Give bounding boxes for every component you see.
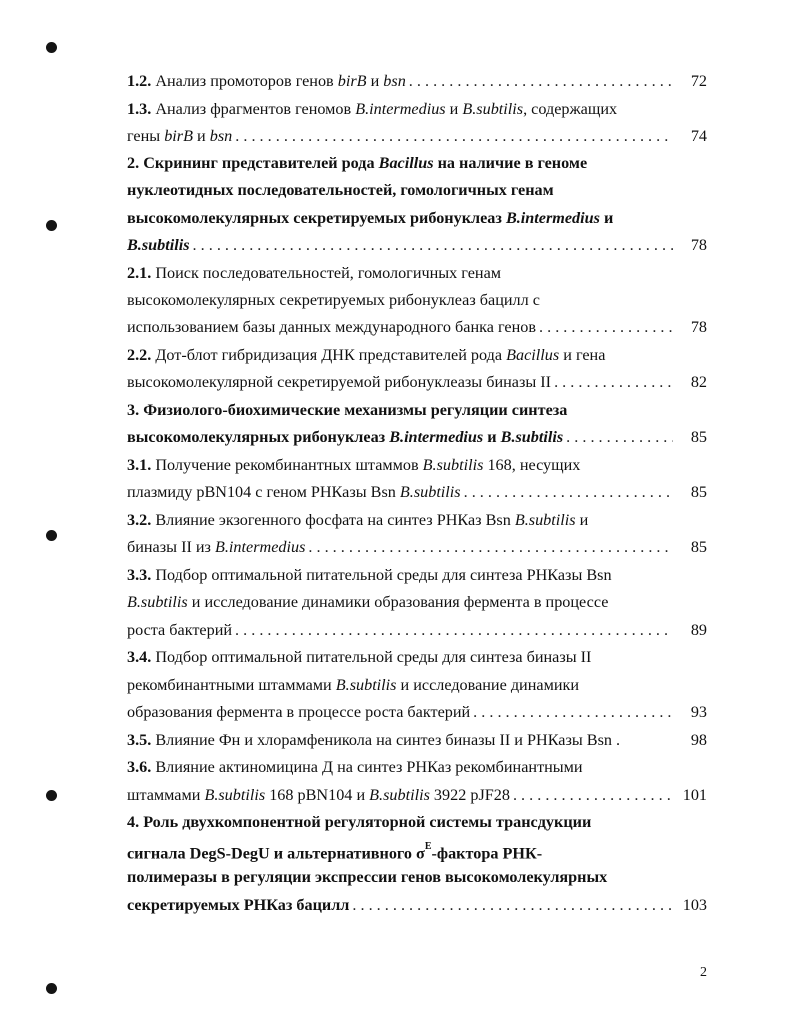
page-number: 2 <box>700 965 707 980</box>
page-ref: 72 <box>690 72 707 90</box>
toc-section-2-l3: высокомолекулярных секретируемых рибонуклеаз B.intermedius и <box>127 209 614 227</box>
page-ref: 78 <box>690 318 707 336</box>
toc-entry-3-5[interactable]: 3.5. Влияние Фн и хлорамфеникола на синтез биназы II и РНКазы Bsn . 98 <box>127 727 707 753</box>
page-ref: 74 <box>690 127 707 145</box>
dot-leader <box>193 232 673 258</box>
dot-leader <box>464 479 673 505</box>
binder-hole <box>46 42 57 53</box>
dot-leader <box>566 424 673 450</box>
toc-entry-3-2[interactable]: 3.2. Влияние экзогенного фосфата на синтез РНКаз Bsn B.subtilis и <box>127 511 589 529</box>
toc-section-3-l2[interactable]: высокомолекулярных рибонуклеаз B.intermedius и B.subtilis . . . 85 <box>127 424 707 450</box>
toc-entry-3-3-l2: B.subtilis и исследование динамики образования фермента в процессе <box>127 593 609 611</box>
toc-section-2[interactable]: 2. Скрининг представителей рода Bacillus на наличие в геноме <box>127 154 588 172</box>
binder-hole <box>46 790 57 801</box>
toc-entry-2-2[interactable]: 2.2. Дот-блот гибридизация ДНК представителей рода Bacillus и гена <box>127 346 606 364</box>
toc-section-2-l4[interactable]: B.subtilis . . . 78 <box>127 232 707 258</box>
toc-entry-3-2-l2[interactable]: биназы II из B.intermedius . . . 85 <box>127 534 707 560</box>
toc-section-4[interactable]: 4. Роль двухкомпонентной регуляторной системы трансдукции <box>127 813 592 831</box>
page-ref: 101 <box>682 786 707 804</box>
toc-section-3[interactable]: 3. Физиолого-биохимические механизмы регуляции синтеза <box>127 401 568 419</box>
toc-entry-3-4-l2: рекомбинантными штаммами B.subtilis и исследование динамики <box>127 676 580 694</box>
page-ref: 85 <box>690 538 707 556</box>
toc-section-2-l2: нуклеотидных последовательностей, гомологичных генам <box>127 181 554 199</box>
toc-section-4-l3: полимеразы в регуляции экспрессии генов высокомолекулярных <box>127 868 608 886</box>
toc-section-4-l2: сигнала DegS-DegU и альтернативного $\sigma^E$-фактора РНК- <box>127 841 543 863</box>
toc-entry-2-1-l2: высокомолекулярных секретируемых рибонуклеаз бацилл с <box>127 291 540 309</box>
toc-entry-1-3-cont[interactable]: гены birB и bsn . . . 74 <box>127 123 707 149</box>
toc-entry-3-1[interactable]: 3.1. Получение рекомбинантных штаммов B.subtilis 168, несущих <box>127 456 581 474</box>
toc-entry-3-6[interactable]: 3.6. Влияние актиномицина Д на синтез РНКаз рекомбинантными <box>127 758 583 776</box>
dot-leader <box>554 369 673 395</box>
dot-leader <box>352 892 673 918</box>
toc-entry-2-1-l3[interactable]: использованием базы данных международного банка генов . . . 78 <box>127 314 707 340</box>
toc-entry-3-1-l2[interactable]: плазмиду pBN104 с геном РНКазы Bsn B.subtilis . . . 85 <box>127 479 707 505</box>
toc-entry-3-4[interactable]: 3.4. Подбор оптимальной питательной среды для синтеза биназы II <box>127 648 592 666</box>
toc-entry-3-6-l2[interactable]: штаммами B.subtilis 168 pBN104 и B.subtilis 3922 pJF28 . . . 101 <box>127 782 707 808</box>
toc-entry-2-2-l2[interactable]: высокомолекулярной секретируемой рибонуклеазы биназы II . . . 82 <box>127 369 707 395</box>
dot-leader <box>513 782 673 808</box>
toc-entry-3-4-l3[interactable]: образования фермента в процессе роста бактерий . . . 93 <box>127 699 707 725</box>
toc-entry-2-1[interactable]: 2.1. Поиск последовательностей, гомологичных генам <box>127 264 502 282</box>
dot-leader <box>409 68 673 94</box>
binder-hole <box>46 530 57 541</box>
binder-hole <box>46 220 57 231</box>
page-ref: 103 <box>682 896 707 914</box>
dot-leader <box>235 617 673 643</box>
page-ref: 85 <box>690 483 707 501</box>
page-ref: 78 <box>690 236 707 254</box>
dot-leader <box>473 699 673 725</box>
toc-entry-3-3[interactable]: 3.3. Подбор оптимальной питательной среды для синтеза РНКазы Bsn <box>127 566 612 584</box>
page-ref: 85 <box>690 428 707 446</box>
toc-entry-1-2[interactable]: 1.2. Анализ промоторов генов birB и bsn . . . 72 <box>127 68 707 94</box>
dot-leader <box>308 534 673 560</box>
binder-hole <box>46 983 57 994</box>
page-ref: 93 <box>690 703 707 721</box>
dot-leader <box>539 314 673 340</box>
page-ref: 89 <box>690 621 707 639</box>
page-ref: 82 <box>690 373 707 391</box>
toc-entry-1-3[interactable]: 1.3. Анализ фрагментов геномов B.intermedius и B.subtilis, содержащих <box>127 100 618 118</box>
toc-section-4-l4[interactable]: секретируемых РНКаз бацилл . . . 103 <box>127 892 707 918</box>
dot-leader <box>235 123 673 149</box>
page-ref: 98 <box>690 731 707 749</box>
toc-entry-3-3-l3[interactable]: роста бактерий . . . 89 <box>127 617 707 643</box>
